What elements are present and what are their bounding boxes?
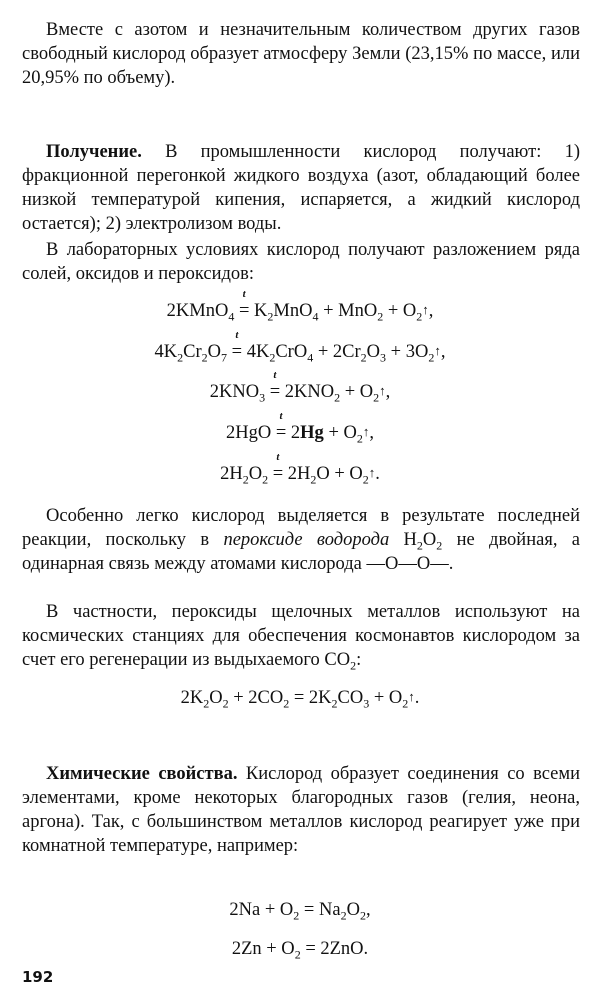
equation-hgo: 2HgO = t $2Hg + O_2↑$, xyxy=(226,410,374,446)
equation-dichromate: $4K_2Cr_2O_7$ = t $4K_2CrO_4 + 2Cr_2O_3$ + $3O_2↑$, xyxy=(154,329,446,365)
formula-part: 2 xyxy=(436,538,443,553)
equation-h2o2: $2H_2O_2$ = t $2H_2O$ + $O_2↑$. xyxy=(220,451,380,487)
paragraph-text: не двойная, а одинарная связь между атомами кислорода —O—O—. xyxy=(22,530,580,574)
paragraph-peroxide xyxy=(0,504,600,576)
formula-part: H xyxy=(403,530,417,550)
paragraph-text: В лабораторных условиях кислород получают разложением ряда солей, оксидов и пероксидов: xyxy=(22,240,580,284)
gas-arrow-icon: ↑ xyxy=(422,302,429,317)
equation-zn: $2Zn + O_2 = 2ZnO$. xyxy=(231,939,369,962)
page-number: 192 xyxy=(22,968,54,986)
paragraph-text: Особенно легко кислород выделяется в результате последней реакции, поскольку в xyxy=(22,506,580,550)
paragraph-text: : xyxy=(356,650,362,670)
paragraph-atmosphere xyxy=(0,18,600,90)
formula-part: 2 xyxy=(416,538,423,553)
paragraph-text: В частности, пероксиды щелочных металлов используют на космических станциях для обеспечения космонавтов кислородом за счет его регенерации из выдыхаемого CO xyxy=(22,602,580,670)
gas-arrow-icon: ↑ xyxy=(434,343,441,358)
paragraph-laboratory xyxy=(0,238,600,286)
heating-condition-mark: t xyxy=(273,369,277,381)
heating-condition-mark: t xyxy=(279,410,283,422)
section-heading-chemical-properties: Химические свойства. xyxy=(46,764,238,784)
formula-part: 2 xyxy=(350,658,357,673)
paragraph-text: Вместе с азотом и незначительным количеством других газов свободный кислород образует атмосферу Земли (23,15% по массе, или 20,95% по объему). xyxy=(22,20,580,88)
paragraph-space-stations xyxy=(0,600,600,672)
formula-part: O xyxy=(422,530,437,550)
gas-arrow-icon: ↑ xyxy=(368,465,376,480)
paragraph-production xyxy=(0,140,600,236)
gas-arrow-icon: ↑ xyxy=(408,689,415,704)
paragraph-chemical-properties xyxy=(0,762,600,858)
heating-condition-mark: t xyxy=(235,329,239,341)
gas-arrow-icon: ↑ xyxy=(379,383,386,398)
paragraph-text: В промышленности кислород получают: 1) фракционной перегонкой жидкого воздуха (азот, обладающий более низкой температурой кипения, испаряется, а жидкий кислород остается); 2) электролизом воды. xyxy=(22,142,580,234)
equation-kmno4: 2KMnO$_4$ = t $K_2MnO_4 + MnO_2$ + $O_2↑$, xyxy=(166,288,434,324)
gas-arrow-icon: ↑ xyxy=(362,424,370,439)
formula-h2o2 xyxy=(403,530,443,553)
italic-term: пероксиде водорода xyxy=(223,530,390,550)
heating-condition-mark: t xyxy=(242,288,246,300)
equation-k2o2: $2K_2O_2 + 2CO_2 = 2K_2CO_3$ + $O_2↑$. xyxy=(180,688,420,711)
equation-na: $2Na + O_2 = Na_2O_2$, xyxy=(229,900,371,923)
heating-condition-mark: t xyxy=(276,451,280,463)
paragraph-text: Кислород образует соединения со всеми элементами, кроме некоторых благородных газов (гелия, неона, аргона). Так, с большинством металлов кислород реагирует уже при комнатной температуре, например: xyxy=(22,764,580,856)
equation-kno3: $2KNO_3$ = t $2KNO_2$ + $O_2↑$, xyxy=(209,369,391,405)
section-heading-production: Получение. xyxy=(46,142,142,162)
